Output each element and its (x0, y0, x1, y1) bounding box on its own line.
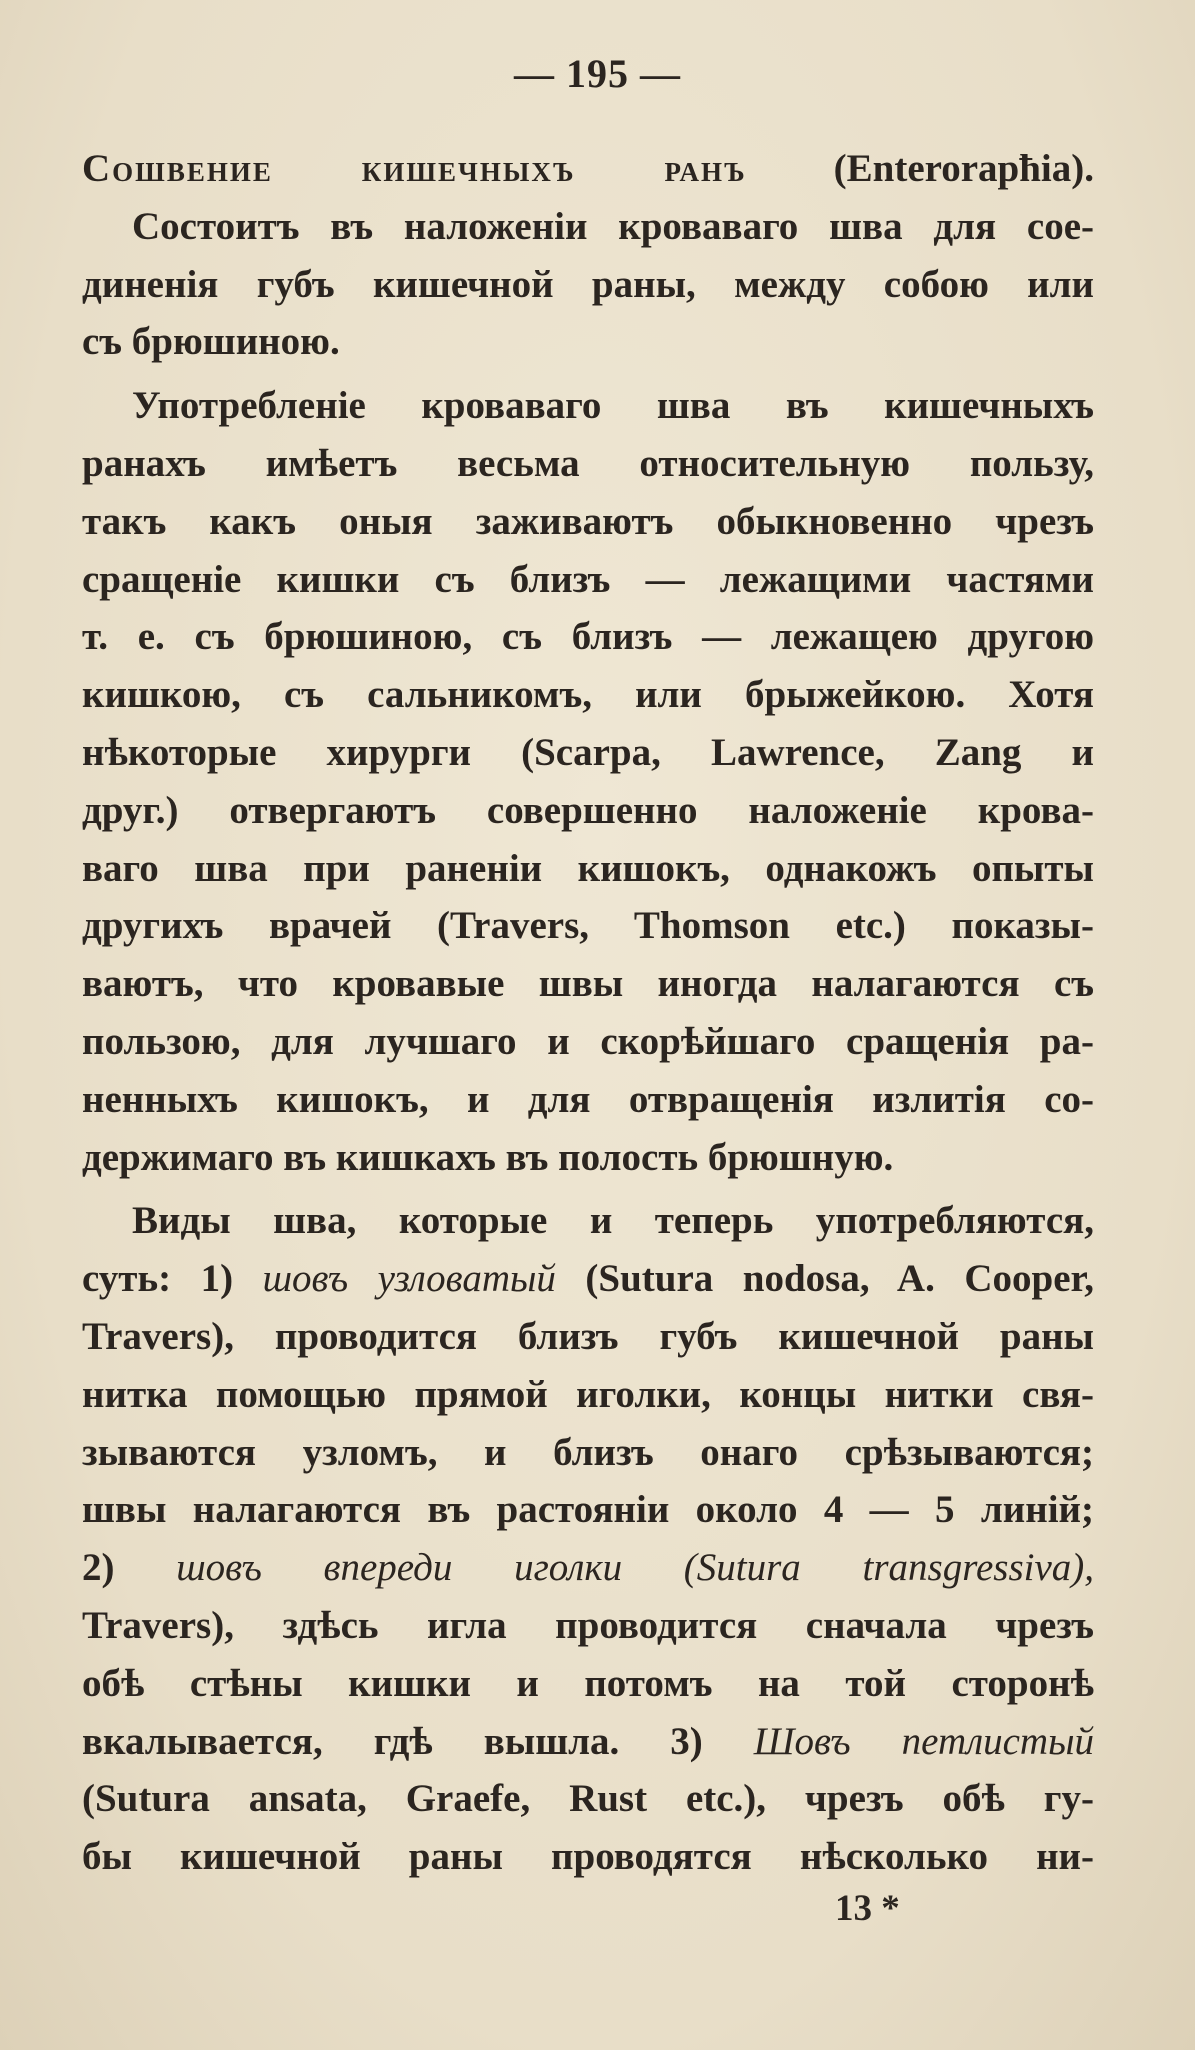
signature-mark: 13 * (835, 1888, 900, 1929)
text-line: другихъ врачей (Travers, Thomson etc.) показы- (82, 904, 1094, 948)
heading-latin: (Enterorapħia). (833, 147, 1094, 190)
text-line: друг.) отвергаютъ совершенно наложенiе крова- (82, 788, 1094, 832)
text-line: ненныхъ кишокъ, и для отвращенiя излитiя со- (82, 1077, 1094, 1121)
text-line: нѣкоторые хирурги (Scarpa, Lawrence, Zang и (82, 730, 1094, 774)
text-line: Travers), здѣсь игла проводится сначала чрезъ (82, 1603, 1094, 1647)
text-fragment: суть: 1) (82, 1257, 234, 1301)
text-line: швы налагаются въ растоянiи около 4 — 5 линiй; (82, 1488, 1094, 1532)
text-line: (Sutura ansata, Graefe, Rust etc.), чрезъ обѣ гу- (82, 1777, 1094, 1821)
text-line: кишкою, съ сальникомъ, или брыжейкою. Хотя (82, 673, 1094, 717)
text-line (82, 1713, 1094, 1771)
text-line: такъ какъ оныя заживаютъ обыкновенно чрезъ (82, 499, 1094, 543)
text-line: ваго шва при раненiи кишокъ, однакожъ опыты (82, 846, 1094, 890)
text-line: сращенiе кишки съ близъ — лежащими частями (82, 557, 1094, 601)
text-line: съ брюшиною. (82, 320, 340, 364)
text-fragment: (Sutura nodosa, A. Cooper, (585, 1257, 1094, 1301)
text-line: бы кишечной раны проводятся нѣсколько ни- (82, 1835, 1094, 1879)
section-heading (82, 140, 1094, 198)
page-number: — 195 — (514, 51, 681, 96)
text-fragment: вкалывается, гдѣ вышла. 3) (82, 1719, 703, 1763)
text-line (82, 1539, 1094, 1597)
italic-term: Шовъ петлистый (753, 1719, 1094, 1763)
heading-title: Сошвение кишечныхъ ранъ (82, 147, 747, 190)
text-line: зываются узломъ, и близъ онаго срѣзываются; (82, 1430, 1094, 1474)
text-line: держимаго въ кишкахъ въ полость брюшную. (82, 1135, 894, 1179)
italic-term: шовъ узловатый (262, 1257, 556, 1301)
text-line: обѣ стѣны кишки и потомъ на той сторонѣ (82, 1661, 1094, 1705)
text-line: Travers), проводится близъ губъ кишечной раны (82, 1314, 1094, 1358)
text-line: Виды шва, которые и теперь употребляются, (132, 1199, 1094, 1243)
text-line: ваютъ, что кровавые швы иногда налагаются съ (82, 962, 1094, 1006)
text-line: пользою, для лучшаго и скорѣйшаго сращенiя ра- (82, 1019, 1094, 1063)
text-line: нитка помощью прямой иголки, концы нитки свя- (82, 1372, 1094, 1416)
text-line: ранахъ имѣетъ весьма относительную пользу, (82, 441, 1094, 485)
text-line (82, 1250, 1094, 1308)
text-line: т. е. съ брюшиною, съ близъ — лежащею другою (82, 615, 1094, 659)
text-line: диненiя губъ кишечной раны, между собою или (82, 262, 1094, 306)
italic-term: шовъ впереди иголки (Sutura transgressiva), (176, 1546, 1094, 1590)
text-line: Употребленiе кроваваго шва въ кишечныхъ (132, 384, 1094, 428)
text-fragment: 2) (82, 1546, 115, 1590)
text-line: Состоитъ въ наложенiи кроваваго шва для сое- (132, 204, 1094, 248)
page-text (82, 140, 1094, 1886)
